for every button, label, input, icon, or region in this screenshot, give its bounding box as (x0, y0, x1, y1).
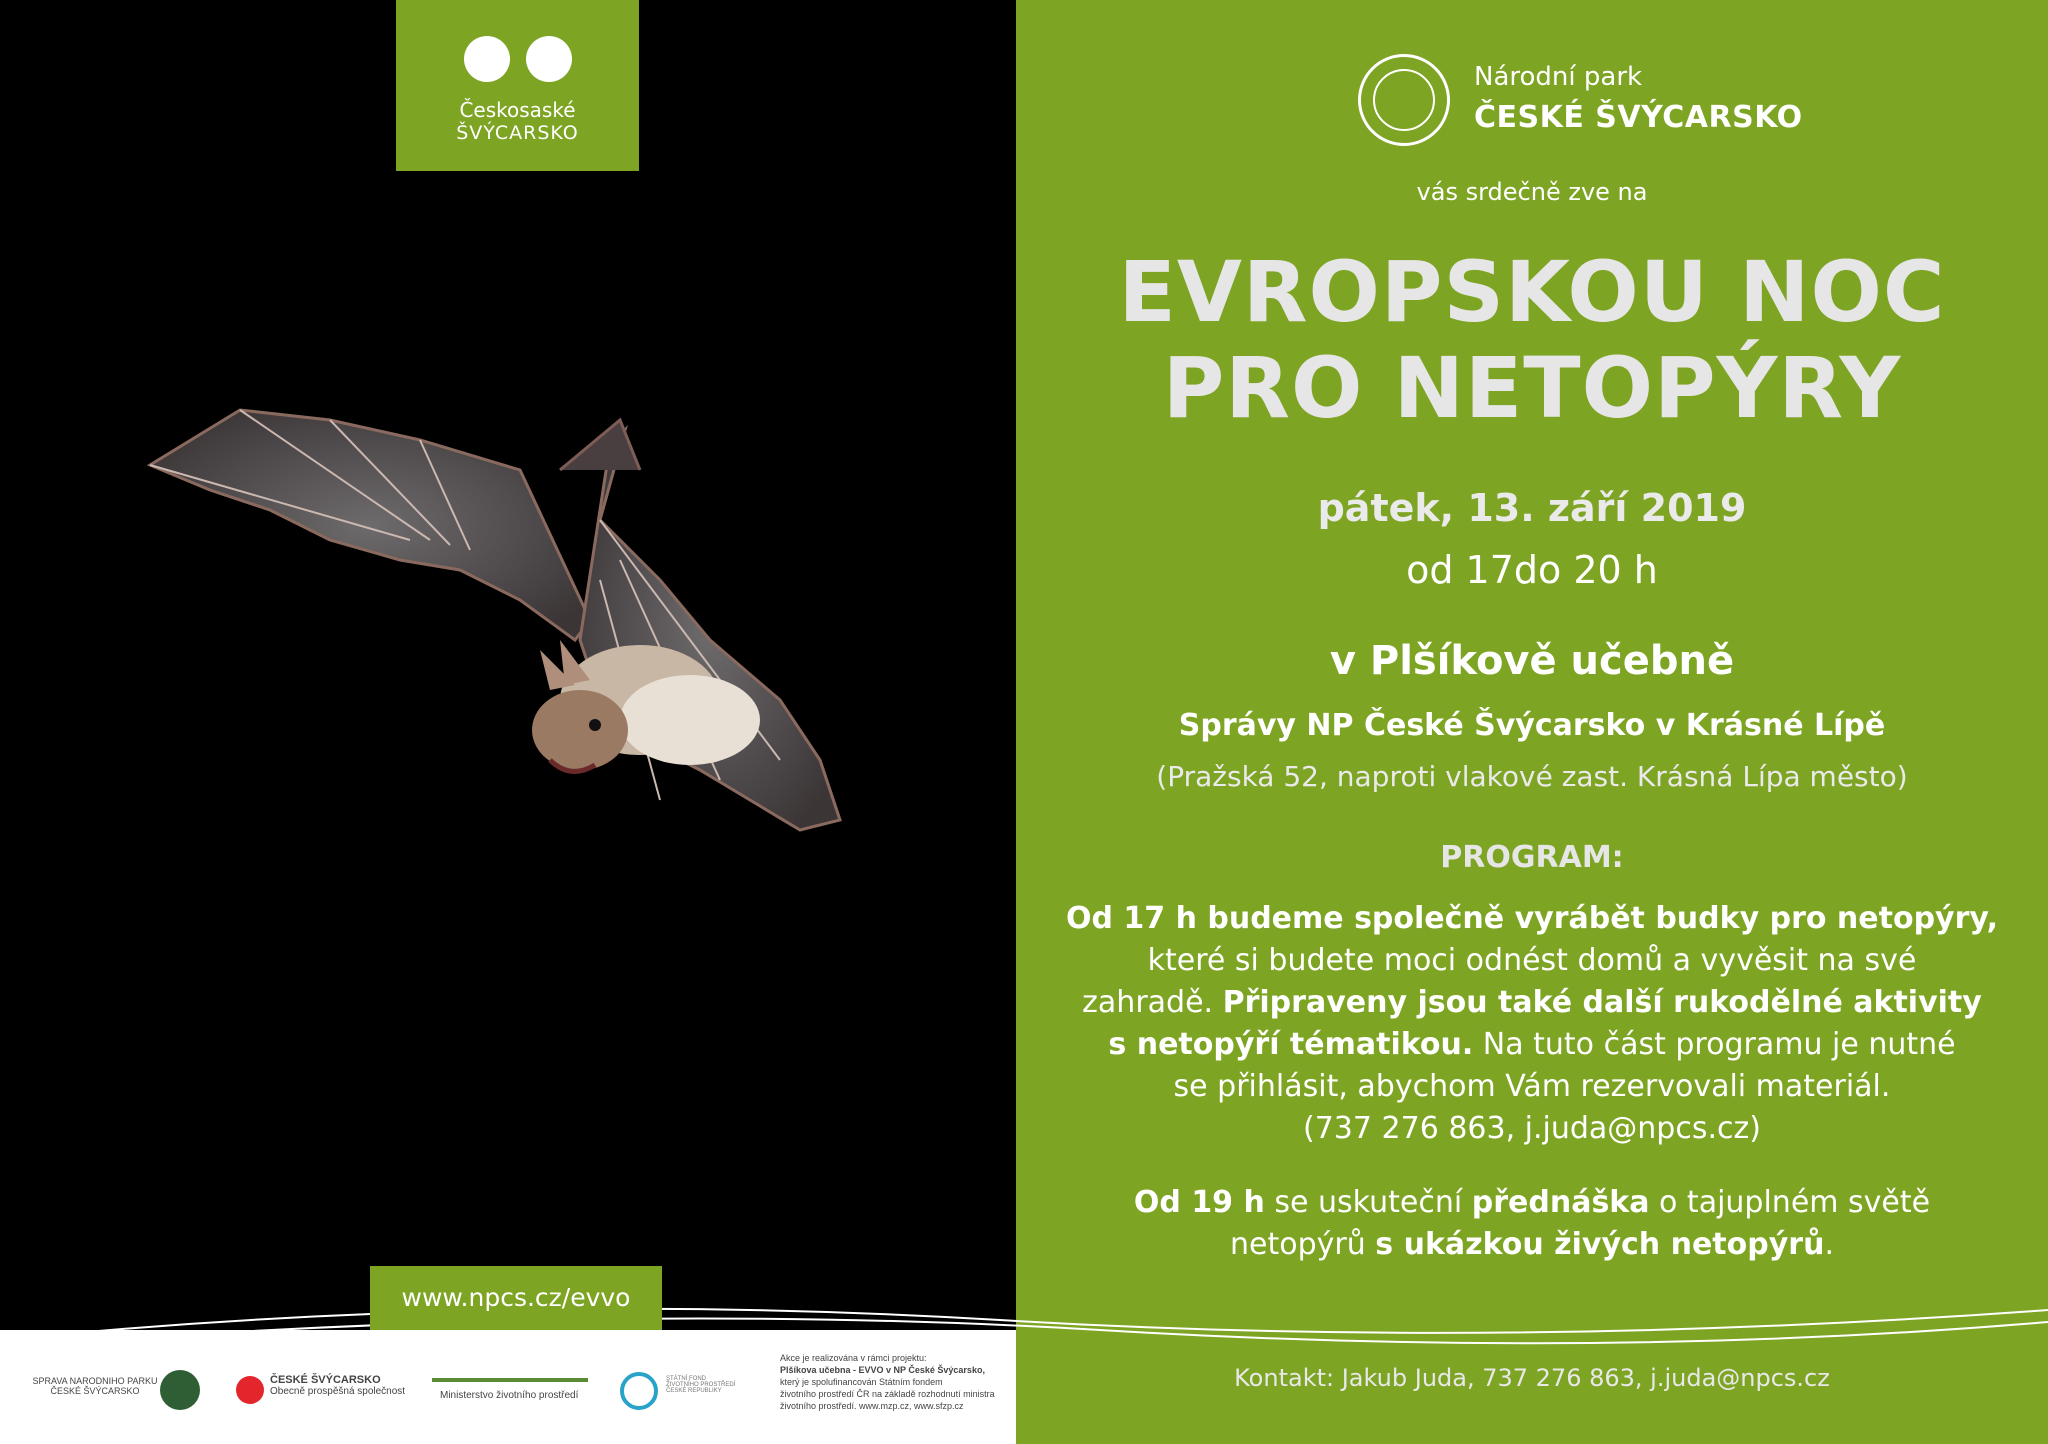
program-heading: PROGRAM: (1440, 840, 1624, 875)
red-dot-icon (236, 1376, 264, 1404)
logo-sfzp-line3: ČESKÉ REPUBLIKY (666, 1388, 722, 1394)
program-p2-text2: o tajuplném světě (1649, 1185, 1931, 1220)
bat-photo (0, 0, 1016, 1330)
event-title-line2: PRO NETOPÝRY (1162, 339, 1902, 437)
event-date: pátek, 13. září 2019 (1317, 486, 1747, 530)
project-note (780, 1352, 995, 1412)
program-p2-text4: . (1824, 1227, 1834, 1262)
event-title-line1: EVROPSKOU NOC (1118, 243, 1946, 341)
logo-sfzp (666, 1376, 735, 1394)
program-p1-text5: (737 276 863, j.juda@npcs.cz) (1303, 1111, 1761, 1146)
project-note-line1: Akce je realizována v rámci projektu: (780, 1353, 927, 1363)
website-link[interactable]: www.npcs.cz/evvo (370, 1266, 662, 1330)
logo-mzp: Ministerstvo životního prostředí (440, 1390, 579, 1401)
contact-line: Kontakt: Jakub Juda, 737 276 863, j.juda@npcs.cz (1234, 1364, 1830, 1392)
logo-ceske-svycarsko (270, 1374, 405, 1397)
event-title (1016, 244, 2048, 436)
program-p2-bold1: Od 19 h (1133, 1185, 1265, 1220)
program-p1-bold1: Od 17 h budeme společně vyrábět budky pro netopýry, (1065, 901, 1999, 936)
partner-logos (0, 1336, 1016, 1444)
logo-sprava-line2: ČESKÉ ŠVÝCARSKO (50, 1386, 140, 1396)
program-p1-bold3: s netopýří tématikou. (1108, 1027, 1474, 1062)
invite-intro: vás srdečně zve na (1416, 178, 1648, 206)
mzp-bar-icon (432, 1378, 588, 1382)
project-note-line4: životního prostředí ČR na základě rozhodnutí ministra (780, 1389, 995, 1399)
logo-sprava-np (30, 1376, 160, 1396)
cs-logo-line1: Českosaské (459, 98, 576, 122)
bat-illustration (0, 0, 1016, 1330)
project-note-line5: životního prostředí. www.mzp.cz, www.sfzp.cz (780, 1401, 964, 1411)
event-venue-detail: Správy NP České Švýcarsko v Krásné Lípě (1178, 708, 1886, 743)
program-p1-bold2: Připraveny jsou také další rukodělné aktivity (1222, 985, 1982, 1020)
sfzp-circle-icon (620, 1372, 658, 1410)
program-p2-text3: netopýrů (1230, 1227, 1376, 1262)
np-title-line1: Národní park (1474, 62, 1643, 92)
program-p1-text1: které si budete moci odnést domů a vyvěsit na své (1147, 943, 1917, 978)
program-paragraph-1 (1016, 898, 2048, 1150)
program-p2-bold3: s ukázkou živých netopýrů (1375, 1227, 1825, 1262)
logo-cs-line1: ČESKÉ ŠVÝCARSKO (270, 1374, 381, 1386)
np-seal-small-icon (160, 1370, 200, 1410)
logo-sfzp-line1: STÁTNÍ FOND (666, 1376, 706, 1382)
logo-cs-line2: Obecně prospěšná společnost (270, 1386, 406, 1397)
program-p2-bold2: přednáška (1471, 1185, 1650, 1220)
program-p1-text3: Na tuto část programu je nutné (1473, 1027, 1956, 1062)
twin-circles-icon (458, 36, 578, 82)
program-p1-text2: zahradě. (1082, 985, 1223, 1020)
program-p2-text1: se uskuteční (1264, 1185, 1472, 1220)
np-title-line2: ČESKÉ ŠVÝCARSKO (1474, 100, 1803, 135)
event-address: (Pražská 52, naproti vlakové zast. Krásná Lípa město) (1156, 760, 1908, 793)
program-p1-text4: se přihlásit, abychom Vám rezervovali materiál. (1173, 1069, 1891, 1104)
logo-sprava-line1: SPRAVA NARODNIHO PARKU (32, 1376, 158, 1386)
ceskosaske-logo (396, 0, 639, 171)
project-note-line2: Plšíkova učebna - EVVO v NP České Švýcarsko, (780, 1365, 985, 1375)
cs-logo-line2: ŠVÝCARSKO (456, 122, 579, 144)
logo-sfzp-line2: ŽIVOTNÍHO PROSTŘEDÍ (666, 1382, 736, 1388)
program-paragraph-2 (1016, 1182, 2048, 1266)
project-note-line3: který je spolufinancován Státním fondem (780, 1377, 943, 1387)
event-time: od 17do 20 h (1406, 548, 1658, 592)
event-venue: v Plšíkově učebně (1329, 638, 1735, 684)
